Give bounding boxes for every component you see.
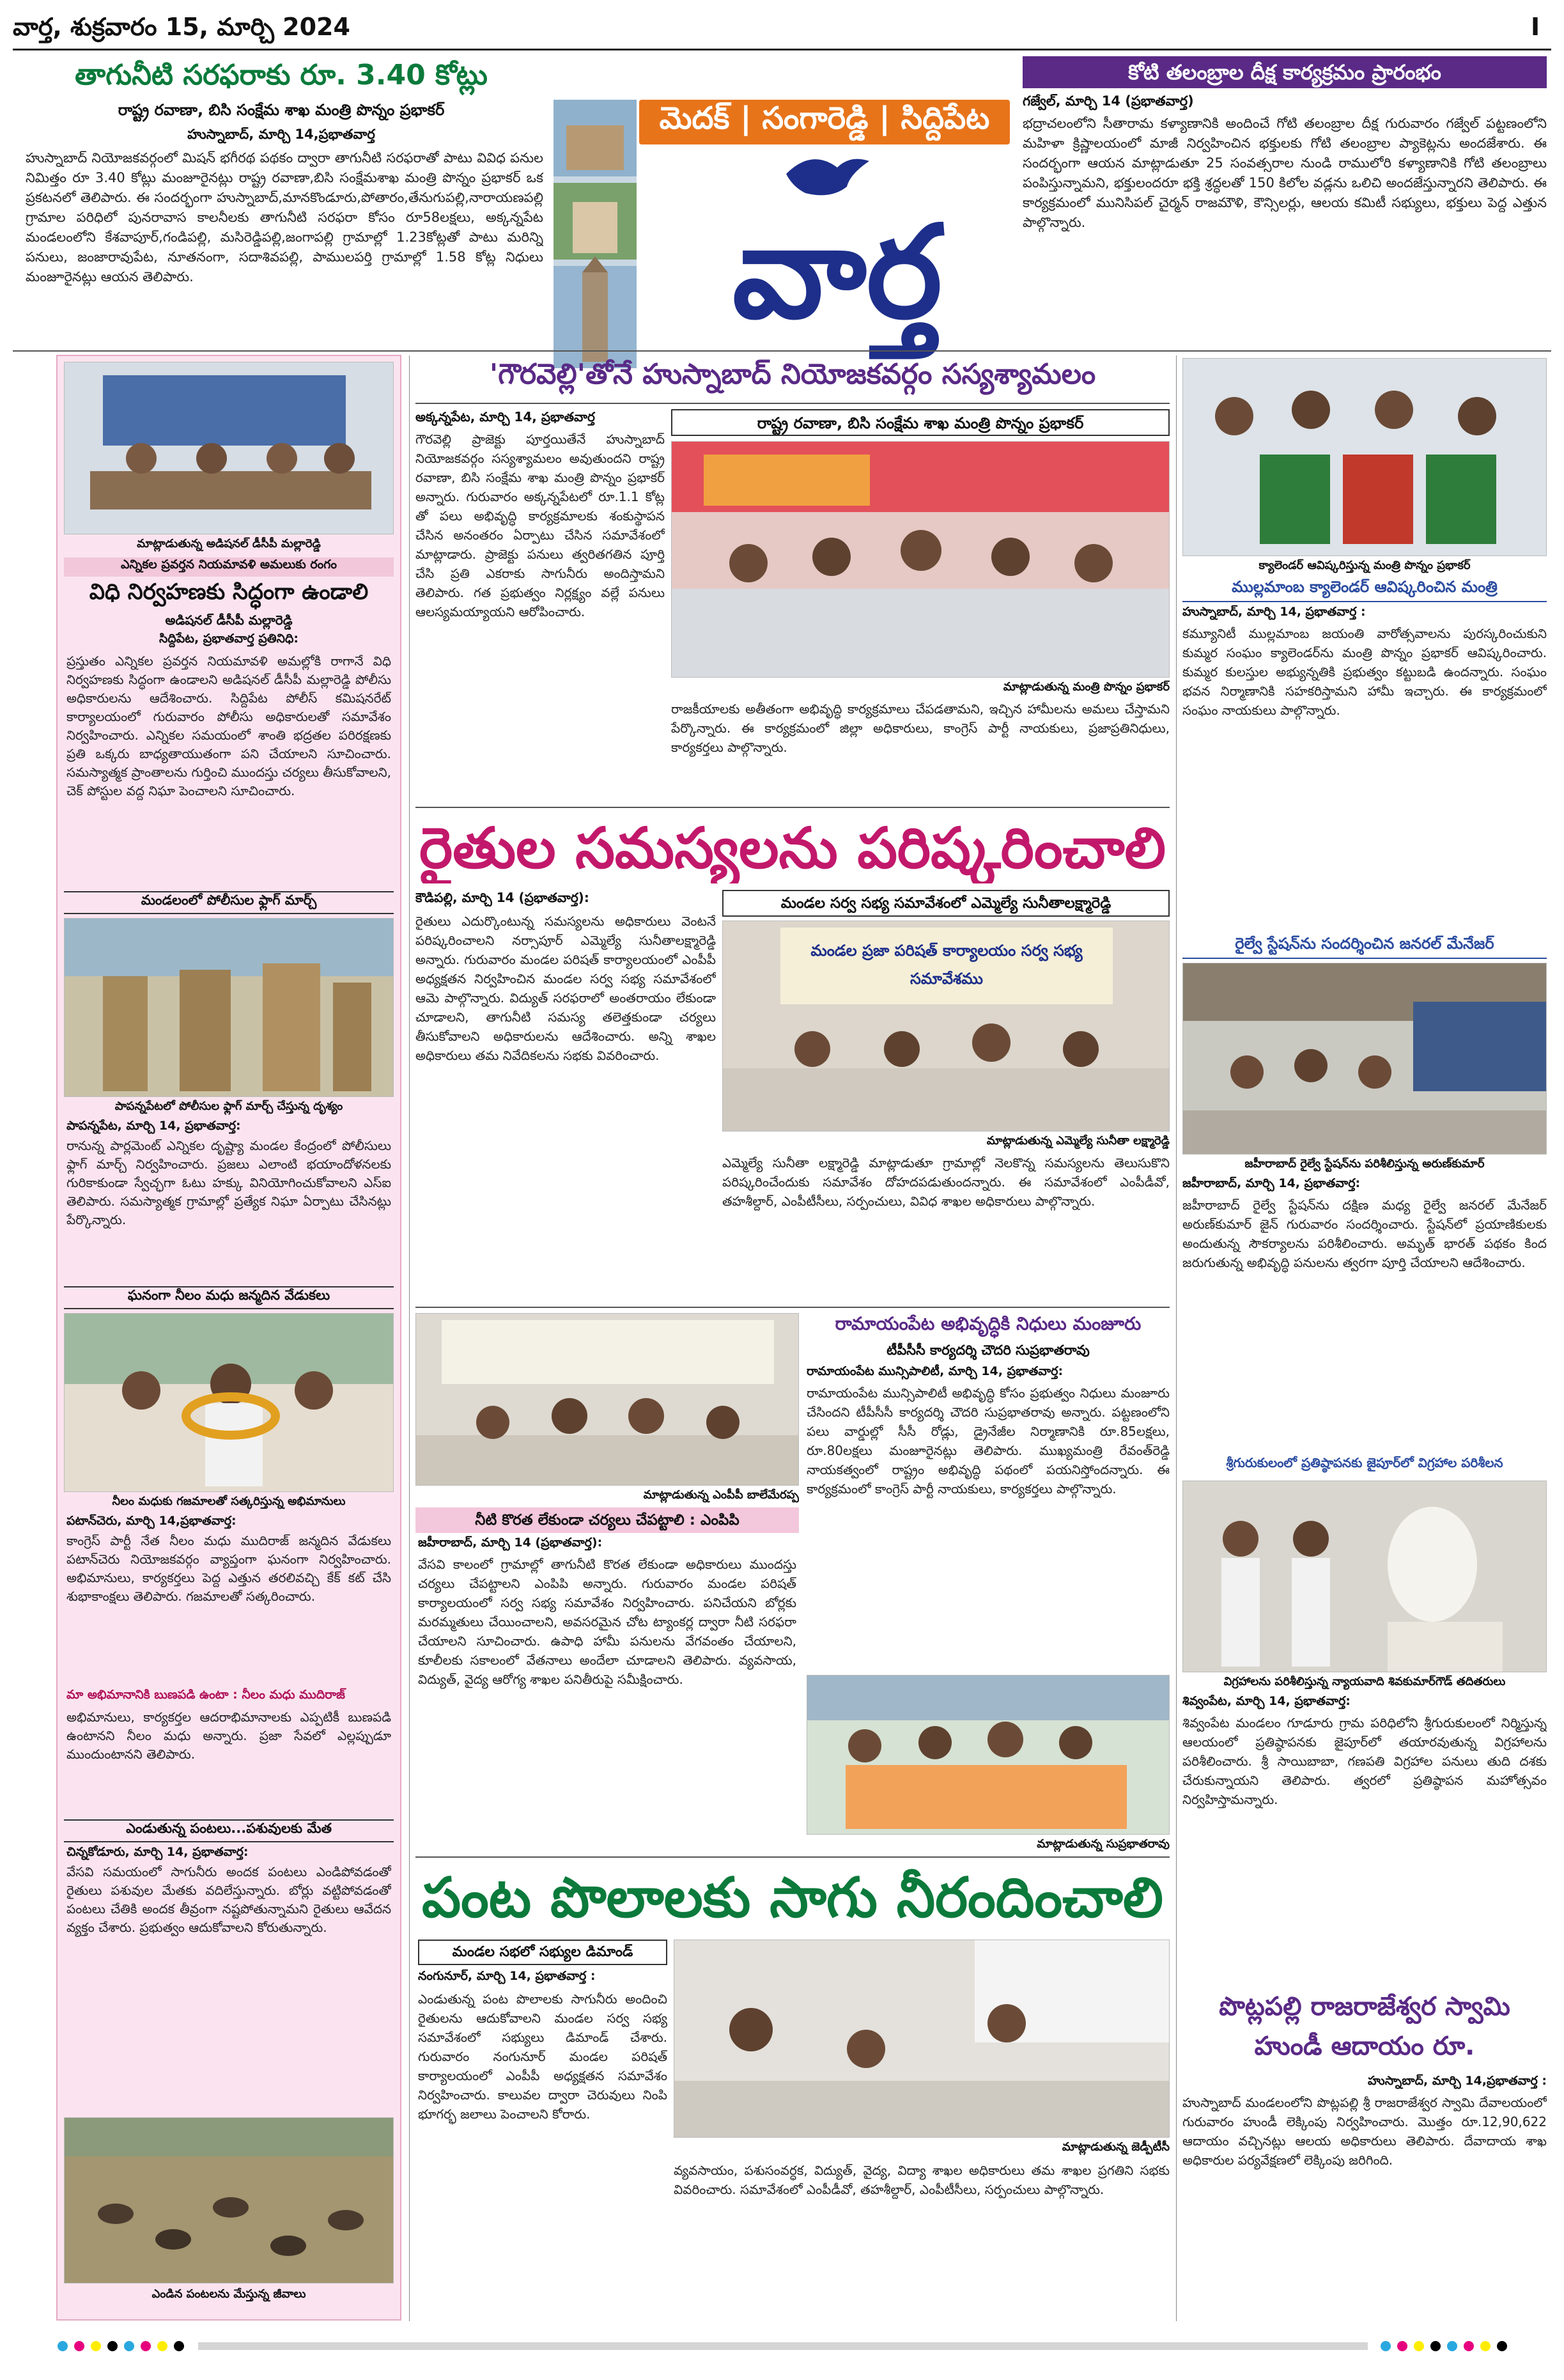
magenta-dot-icon	[1397, 2341, 1407, 2351]
lead-body: గౌరవెల్లి ప్రాజెక్టు పూర్తయితేనే హుస్నాబాద్ నియోజకవర్గం సస్యశ్యామలం అవుతుందని రాష్ట్ర రవాణా, బిసి సంక్షేమ శాఖ మంత్రి పొన్నం ప్రభాకర్ అన్నారు. గురువారం అక్కన్నపేటలో రూ.1.1 కోట్ల తో పలు అభివృద్ధి కార్యక్రమాలకు శంకుస్థాపన చేసిన అనంతరం ఏర్పాటు చేసిన సమావేశంలో మాట్లాడారు. ప్రాజెక్టు పనులు త్వరితగతిన పూర్తి చేసి ప్రతి ఎకరాకు సాగునీరు అందిస్తామని తెలిపారు. గత ప్రభుత్వం నిర్లక్ష్యం వల్లే పనులు ఆలస్యమయ్యాయని ఆరోపించారు.	[415, 432, 665, 619]
temple-photo-icon	[554, 100, 637, 368]
farmers-dateline: కౌడిపల్లి, మార్చి 14 (ప్రభాతవార్త):	[415, 890, 589, 905]
left-dateline3: పటాన్‌చెరు, మార్చి 14,ప్రభాతవార్త:	[66, 1514, 236, 1528]
registration-bar	[13, 2333, 1551, 2359]
right-head2: రైల్వే స్టేషన్‌ను సందర్శించిన జనరల్ మేనేజర్	[1182, 935, 1547, 959]
left-photo4-caption: ఎండిన పంటలను మేస్తున్న జీవాలు	[151, 2287, 306, 2301]
magenta-dot-icon	[1464, 2341, 1474, 2351]
left-photo2-caption: పాపన్నపేటలో పోలీసుల ఫ్లాగ్ మార్చ్ చేస్తున్న దృశ్యం	[114, 1100, 343, 1113]
yellow-dot-icon	[157, 2341, 167, 2351]
congress-leaders-photo-icon	[807, 1676, 1170, 1835]
irrigation-body: ఎండుతున్న పంట పొలాలకు సాగునీరు అందించి రైతులను ఆదుకోవాలని మండల సర్వ సభ్య సమావేశంలో సభ్యులు డిమాండ్ చేశారు. గురువారం నంగునూర్ మండల పరిషత్ కార్యాలయంలో ఎంపీపీ అధ్యక్షతన సమావేశం నిర్వహించారు. కాలువల ద్వారా చెరువులు నింపి భూగర్భ జలాలు పెంచాలని కోరారు.	[418, 1991, 667, 2122]
column-separator-right	[1176, 355, 1177, 2321]
lead-rule	[415, 403, 1170, 404]
column-separator-left	[409, 355, 410, 2321]
ramayampet-headline: రామాయంపేట అభివృద్ధికి నిధులు మంజూరు	[835, 1313, 1142, 1334]
top-rule	[13, 49, 1551, 51]
right-photo2-caption: జహీరాబాద్ రైల్వే స్టేషన్‌ను పరిశీలిస్తున్న అరుణ్‌కుమార్	[1244, 1157, 1485, 1171]
sheep-field-photo-icon	[65, 2118, 394, 2283]
right-body3: శివ్వంపేట మండలం గూడూరు గ్రామ పరిధిలోని శ్రీగురుకులంలో నిర్మిస్తున్న ఆలయంలో ప్రతిష్ఠాపనకు జైపూర్‌లో తయారవుతున్న విగ్రహాలను పరిశీలించారు. శ్రీ సాయిబాబా, గణపతి విగ్రహాల పనులు తుది దశకు చేరుకున్నాయని తెలిపారు. త్వరలో ప్రతిష్ఠాపన మహోత్సవం నిర్వహిస్తామన్నారు.	[1182, 1715, 1547, 1807]
lead-dateline: అక్కన్నపేట, మార్చి 14, ప్రభాతవార్త	[415, 409, 595, 424]
irrigation-dateline: నంగునూర్, మార్చి 14, ప్రభాతవార్త :	[418, 1969, 596, 1983]
story-water-subhead: రాష్ట్ర రవాణా, బిసి సంక్షేమ శాఖ మంత్రి పొన్నం ప్రభాకర్	[118, 101, 445, 119]
left-body5: వేసవి సమయంలో సాగునీరు అందక పంటలు ఎండిపోవడంతో రైతులు పశువుల మేతకు వదిలేస్తున్నారు. బోర్లు వట్టిపోవడంతో పంటలు చేతికి అందక తీవ్రంగా నష్టపోతున్నామని రైతులు ఆవేదన వ్యక్తం చేశారు. ప్రభుత్వం ఆదుకోవాలని కోరుతున్నారు.	[66, 1864, 391, 1935]
lead-photo-caption: మాట్లాడుతున్న మంత్రి పొన్నం ప్రభాకర్	[1003, 680, 1170, 694]
left-kicker: ఎన్నికల ప్రవర్తన నియమావళి అమలుకు రంగం	[64, 557, 394, 577]
farmers-body: రైతులు ఎదుర్కొంటున్న సమస్యలను అధికారులు వెంటనే పరిష్కరించాలని నర్సాపూర్ ఎమ్మెల్యే సునీతాలక్ష్మారెడ్డి అన్నారు. గురువారం మండల పరిషత్ కార్యాలయంలో ఎంపీపీ అధ్యక్షతన నిర్వహించిన మండల సర్వ సభ్య సమావేశంలో ఆమె పాల్గొన్నారు. విద్యుత్ సరఫరాలో అంతరాయం లేకుండా చూడాలని, తాగునీటి సమస్య తలెత్తకుండా చర్యలు తీసుకోవాలని అధికారులను ఆదేశించారు. అన్ని శాఖల అధికారులు తమ నివేదికలను సభకు వివరించారు.	[415, 914, 716, 1063]
right-dateline3: శివ్వంపేట, మార్చి 14, ప్రభాతవార్త:	[1182, 1694, 1351, 1708]
right-photo-idols	[1182, 1481, 1547, 1672]
ramayampet-subhead: టీపీసీసీ కార్యదర్శి చౌదరి సుప్రభాతరావు	[887, 1342, 1090, 1358]
mpp-dateline: జహీరాబాద్, మార్చి 14 (ప్రభాతవార్త):	[418, 1536, 603, 1550]
mandal-sabha-photo-icon	[674, 1940, 1170, 2138]
right-photo1-caption: క్యాలెండర్ ఆవిష్కరిస్తున్న మంత్రి పొన్నం ప్రభాకర్	[1258, 559, 1471, 572]
black-dot-icon	[1430, 2341, 1441, 2351]
right-head1: ముల్లమాంబ క్యాలెండర్ ఆవిష్కరించిన మంత్రి	[1182, 578, 1547, 602]
left-photo1-caption: మాట్లాడుతున్న అడిషనల్ డీసీపీ మల్లారెడ్డి	[137, 537, 321, 550]
story-koti-headline: కోటి తలంబ్రాల దీక్ష కార్యక్రమం ప్రారంభం	[1023, 56, 1547, 88]
farmers-subhead: మండల సర్వ సభ్య సమావేశంలో ఎమ్మెల్యే సునీతాలక్ష్మారెడ్డి	[722, 890, 1170, 917]
railway-station-photo-icon	[1183, 963, 1547, 1155]
magenta-dot-icon	[141, 2341, 151, 2351]
farmers-photo-sign: మండల ప్రజా పరిషత్ కార్యాలయం సర్వ సభ్య సమావేశము	[810, 942, 1083, 988]
mpp-headline: నీటి కొరత లేకుండా చర్యలు చేపట్టాలి : ఎంపిపి	[415, 1507, 799, 1533]
left-photo-meeting	[64, 362, 394, 534]
right-photo-calendar	[1182, 358, 1547, 556]
left-photo-sheep	[64, 2117, 394, 2283]
left-body3: కాంగ్రెస్ పార్టీ నేత నీలం మధు ముదిరాజ్ జన్మదిన వేడుకలు పటాన్‌చెరు నియోజకవర్గం వ్యాప్తంగా ఘనంగా నిర్వహించారు. అభిమానులు, కార్యకర్తలు పెద్ద ఎత్తున తరలివచ్చి కేక్ కట్ చేసి శుభాకాంక్షలు తెలిపారు. గజమాలతో సత్కరించారు.	[66, 1533, 391, 1604]
farmers-body-b: ఎమ్మెల్యే సునీతా లక్ష్మారెడ్డి మాట్లాడుతూ గ్రామాల్లో నెలకొన్న సమస్యలను తెలుసుకొని పరిష్కరించేందుకు సమావేశం దోహదపడుతుందన్నారు. ఈ సమావేశంలో ఎంపీడీవో, తహశీల్దార్, ఎంపీటీసీలు, సర్పంచులు, వివిధ శాఖల అధికారులు పాల్గొన్నారు.	[722, 1155, 1170, 1209]
irrigation-headline: పంట పొలాలకు సాగు నీరందించాలి	[422, 1866, 1163, 1930]
farmers-photo-caption: మాట్లాడుతున్న ఎమ్మెల్యే సునీతా లక్ష్మారెడ్డి	[986, 1134, 1170, 1147]
lead-headline: 'గౌరవెల్లి'తోనే హుస్నాబాద్ నియోజకవర్గం సస్యశ్యామలం	[489, 358, 1096, 391]
left-photo-birthday	[64, 1313, 394, 1492]
right-body4: హుస్నాబాద్ మండలంలోని పొట్లపల్లి శ్రీ రాజరాజేశ్వర స్వామి దేవాలయంలో గురువారం హుండీ లెక్కింపు నిర్వహించారు. మొత్తం రూ.12,90,622 ఆదాయం వచ్చినట్లు ఆలయ అధికారులు తెలిపారు. దేవాదాయ శాఖ అధికారుల పర్యవేక్షణలో లెక్కింపు జరిగింది.	[1182, 2095, 1547, 2168]
cyan-dot-icon	[1447, 2341, 1457, 2351]
grey-strip	[198, 2342, 1368, 2350]
left-body: ప్రస్తుతం ఎన్నికల ప్రవర్తన నియమావళి అమల్లోకి రాగానే విధి నిర్వహణకు సిద్ధంగా ఉండాలని అడిషనల్ డీసీపీ మల్లారెడ్డి పోలీసు అధికారులను ఆదేశించారు. సిద్దిపేట పోలీస్ కమిషనరేట్ కార్యాలయంలో గురువారం పోలీసు అధికారులతో సమావేశం నిర్వహించారు. ఎన్నికల సమయంలో శాంతి భద్రతల పరిరక్షణకు ప్రతి ఒక్కరు బాధ్యతాయుతంగా పని చేయాలని సూచించారు. సమస్యాత్మక ప్రాంతాలను గుర్తించి ముందస్తు చర్యలు తీసుకోవాలని, చెక్ పోస్టుల వద్ద నిఘా పెంచాలని సూచించారు.	[66, 653, 391, 798]
story-water-dateline: హుస్నాబాద్, మార్చి 14,ప్రభాతవార్త	[187, 127, 375, 142]
mpp-body: వేసవి కాలంలో గ్రామాల్లో తాగునీటి కొరత లేకుండా అధికారులు ముందస్తు చర్యలు చేపట్టాలని ఎంపిపి అన్నారు. గురువారం మండల పరిషత్ కార్యాలయంలో సర్వ సభ్య సమావేశం నిర్వహించారు. పనిచేయని బోర్లకు మరమ్మతులు చేయించాలని, అవసరమైన చోట ట్యాంకర్ల ద్వారా నీటి సరఫరా చేయాలని సూచించారు. ఉపాధి హామీ పనులను వేగవంతం చేయాలని, కూలీలకు సకాలంలో వేతనాలు అందేలా చూడాలని తెలిపారు. వ్యవసాయ, విద్యుత్, వైద్య ఆరోగ్య శాఖల పనితీరుపై సమీక్షించారు.	[418, 1557, 796, 1687]
ramayampet-body: రామాయంపేట మున్సిపాలిటీ అభివృద్ధి కోసం ప్రభుత్వం నిధులు మంజూరు చేసిందని టీపీసీసీ కార్యదర్శి చౌదరి సుప్రభాతరావు అన్నారు. పట్టణంలోని పలు వార్డుల్లో సీసీ రోడ్లు, డ్రైనేజీల నిర్మాణానికి రూ.85లక్షలు, రూ.80లక్షలు మంజూరైనట్లు తెలిపారు. ముఖ్యమంత్రి రేవంత్‌రెడ్డి నాయకత్వంలో రాష్ట్రం అభివృద్ధి పథంలో పయనిస్తోందన్నారు. ఈ కార్యక్రమంలో కాంగ్రెస్ పార్టీ నాయకులు, కార్యకర్తలు పాల్గొన్నారు.	[807, 1385, 1170, 1497]
left-dateline5: చిన్నకోడూరు, మార్చి 14, ప్రభాతవార్త:	[66, 1845, 249, 1859]
left-subhead: అడిషనల్ డీసీపీ మల్లారెడ్డి	[165, 612, 293, 628]
left-subhead-flagmarch: మండలంలో పోలీసుల ఫ్లాగ్ మార్చ్	[64, 891, 394, 914]
irrigation-photo	[674, 1940, 1170, 2138]
farmers-photo	[722, 921, 1170, 1132]
right-dateline1: హుస్నాబాద్, మార్చి 14, ప్రభాతవార్త :	[1182, 605, 1366, 619]
irrigation-body-b: వ్యవసాయం, పశుసంవర్ధక, విద్యుత్, వైద్య, విద్యా శాఖల అధికారులు తమ శాఖల ప్రగతిని సభకు వివరించారు. సమావేశంలో ఎంపీడీవో, తహశీల్దార్, ఎంపీటీసీలు, సర్పంచులు పాల్గొన్నారు.	[674, 2163, 1170, 2197]
masthead-temple-photos	[554, 100, 637, 368]
mid-rule	[415, 1307, 1170, 1308]
black-dot-icon	[107, 2341, 118, 2351]
district-banner	[639, 100, 1010, 144]
bottom-rule	[415, 1856, 1170, 1858]
yellow-dot-icon	[1414, 2341, 1424, 2351]
story-water-body: హుస్నాబాద్ నియోజకవర్గంలో మిషన్ భగీరథ పథకం ద్వారా తాగునీటి సరఫరాతో పాటు వివిధ పనుల నిమిత్తం రూ 3.40 కోట్లు మంజూరైనట్లు రాష్ట్ర రవాణా,బిసి సంక్షేమశాఖ మంత్రి పొన్నం ప్రభాకర్ ఒక ప్రకటనలో తెలిపారు. ఈ సందర్భంగా హుస్నాబాద్,మానకొండూరు,పోతారం,తేనుగుపల్లి,నారాయణపల్లి గ్రామాల పరిధిలో పునరావాస కాలనీలకు తాగునీటి సరఫరా కోసం రూ58లక్షలు, అక్కన్నపేట మండలంలోని కేశవాపూర్,గండిపల్లి, మసిరెడ్డిపల్లి,జంగాపల్లి గ్రామాల్లో 1.23కోట్లతో పాటు మరిన్ని పనులు, జంజారావుపేట, నూతనంగా, సదాశివపల్లి, పాములపర్తి గ్రామాల్లో 1.58 కోట్ల నిధులు మంజూరైనట్లు ఆయన తెలిపారు.	[26, 150, 543, 284]
masthead-divider	[13, 350, 1551, 352]
left-body2: రానున్న పార్లమెంట్ ఎన్నికల దృష్ట్యా మండల కేంద్రంలో పోలీసులు ఫ్లాగ్ మార్చ్ నిర్వహించారు. ప్రజలు ఎలాంటి భయాందోళనలకు గురికాకుండా స్వేచ్ఛగా ఓటు హక్కు వినియోగించుకోవాలని ఎస్ఐ తెలిపారు. సమస్యాత్మక గ్రామాల్లో ప్రత్యేక నిఘా ఏర్పాటు చేసినట్లు పేర్కొన్నారు.	[66, 1138, 391, 1227]
ramayampet-dateline: రామాయంపేట మున్సిపాలిటీ, మార్చి 14, ప్రభాతవార్త:	[807, 1364, 1064, 1378]
lead-photo-banner: రాష్ట్ర రవాణా, బిసి సంక్షేమ శాఖ మంత్రి పొన్నం ప్రభాకర్	[671, 409, 1170, 436]
mpp-photo	[415, 1313, 799, 1486]
lead-body-b: రాజకీయాలకు అతీతంగా అభివృద్ధి కార్యక్రమాలు చేపడతామని, ఇచ్చిన హామీలను అమలు చేస్తామని పేర్కొన్నారు. ఈ కార్యక్రమంలో జిల్లా అధికారులు, కాంగ్రెస్ పార్టీ నాయకులు, ప్రజాప్రతినిధులు, కార్యకర్తలు పాల్గొన్నారు.	[671, 701, 1170, 755]
idols-photo-icon	[1183, 1481, 1547, 1672]
left-body4: అభిమానులు, కార్యకర్తల ఆదరాభిమానాలకు ఎప్పటికీ బుణపడి ఉంటానని నీలం మధు అన్నారు. ప్రజా సేవలో ఎల్లప్పుడూ ముందుంటానని తెలిపారు.	[66, 1709, 391, 1762]
story-koti-body: భద్రాచలంలోని సీతారామ కళ్యాణానికి అందించే గోటి తలంబ్రాల దీక్ష గురువారం గజ్వేల్ పట్టణంలోని మహిళా క్రిష్ణాలయంలో మాజీ నిర్వహించిన భక్తులకు గోటి తలంబ్రాల ప్యాకెట్లను అందజేశారు. ఈ సందర్భంగా ఆయన మాట్లాడుతూ 25 సంవత్సరాల నుండి రాములోరి కళ్యాణానికి గోటి తలంబ్రాలు పంపిస్తున్నామని, భక్తులందరూ భక్తి శ్రద్ధలతో 150 కిలోల వడ్లను ఒలిచి అందజేస్తున్నారని తెలిపారు. ఈ కార్యక్రమంలో మునిసిపల్ చైర్మన్ రాజమౌళి, కౌన్సిలర్లు, ఆలయ కమిటీ సభ్యులు, భక్తులు పెద్ద ఎత్తున పాల్గొన్నారు.	[1023, 116, 1547, 230]
black-dot-icon	[1497, 2341, 1507, 2351]
cyan-dot-icon	[58, 2341, 68, 2351]
logo-wordmark: వార్త	[732, 198, 943, 347]
right-dateline4: హుస్నాబాద్, మార్చి 14,ప్రభాతవార్త :	[1368, 2074, 1547, 2088]
mpp-photo-caption: మాట్లాడుతున్న ఎంపీపీ బాలేమేరప్ప	[643, 1488, 799, 1502]
garland-photo-icon	[65, 1314, 394, 1492]
farmers-headline: రైతుల సమస్యలను పరిష్కరించాలి	[419, 815, 1166, 881]
magenta-dot-icon	[74, 2341, 84, 2351]
right-photo3-caption: విగ్రహాలను పరిశీలిస్తున్న న్యాయవాది శివకుమార్‌గౌడ్ తదితరులు	[1223, 1675, 1506, 1688]
right-head3: శ్రీగురుకులంలో ప్రతిష్ఠాపనకు జైపూర్‌లో విగ్రహాల పరిశీలన	[1226, 1455, 1503, 1470]
meeting-photo-icon	[65, 362, 394, 534]
page-marker: I	[1531, 13, 1540, 41]
right-head4: పొట్లపల్లి రాజరాజేశ్వర స్వామి హుండీ ఆదాయం రూ.	[1219, 1992, 1510, 2061]
left-subhead-birthday: ఘనంగా నీలం మధు జన్మదిన వేడుకలు	[64, 1286, 394, 1309]
black-dot-icon	[174, 2341, 184, 2351]
page-folio: వార్త, శుక్రవారం 15, మార్చి 2024	[13, 13, 350, 41]
calendar-launch-photo-icon	[1183, 359, 1547, 556]
masthead-logo	[677, 148, 997, 359]
left-dateline: సిద్దిపేట, ప్రభాతవార్త ప్రతినిధి:	[159, 632, 298, 646]
right-body2: జహీరాబాద్ రైల్వే స్టేషన్‌ను దక్షిణ మధ్య రైల్వే జనరల్ మేనేజర్ అరుణ్‌కుమార్ జైన్ గురువారం సందర్శించారు. స్టేషన్‌లో ప్రయాణికులకు అందుతున్న సౌకర్యాలను పరిశీలించారు. అమృత్ భారత్ పథకం కింద జరుగుతున్న అభివృద్ధి పనులను త్వరగా పూర్తి చేయాలని ఆదేశించారు.	[1182, 1197, 1547, 1270]
story-koti-dateline: గజ్వేల్, మార్చి 14 (ప్రభాతవార్త)	[1023, 93, 1194, 109]
ramayampet-photo	[807, 1675, 1170, 1835]
right-photo-railway	[1182, 963, 1547, 1155]
cyan-dot-icon	[124, 2341, 134, 2351]
cyan-dot-icon	[1381, 2341, 1391, 2351]
mpp-meeting-photo-icon	[416, 1314, 799, 1486]
right-body1: కమ్యూనిటీ ముల్లమాంబ జయంతి వారోత్సవాలను పురస్కరించుకుని కుమ్మర సంఘం క్యాలెండర్‌ను మంత్రి పొన్నం ప్రభాకర్ ఆవిష్కరించారు. కుమ్మర కులస్తుల అభ్యున్నతికి ప్రభుత్వం కట్టుబడి ఉందన్నారు. సంఘం భవన నిర్మాణానికి సహకరిస్తామని హామీ ఇచ్చారు. ఈ కార్యక్రమంలో సంఘం నాయకులు పాల్గొన్నారు.	[1182, 626, 1547, 718]
ramayampet-photo-caption: మాట్లాడుతున్న సుప్రభాతరావు	[1037, 1837, 1170, 1851]
yellow-dot-icon	[1480, 2341, 1490, 2351]
police-march-photo-icon	[65, 919, 394, 1097]
district-banner-text: మెదక్ | సంగారెడ్డి | సిద్దిపేట	[659, 100, 990, 136]
irrigation-subhead: మండల సభలో సభ్యుల డిమాండ్	[418, 1940, 667, 1965]
left-subhead-crops: ఎండుతున్న పంటలు...పశువులకు మేత	[64, 1819, 394, 1842]
left-dateline2: పాపన్నపేట, మార్చి 14, ప్రభాతవార్త:	[66, 1119, 241, 1133]
lead-photo	[671, 441, 1170, 678]
left-photo3-caption: నీలం మధుకు గజమాలతో సత్కరిస్తున్న అభిమానులు	[112, 1495, 346, 1508]
left-photo-flagmarch	[64, 918, 394, 1097]
yellow-dot-icon	[91, 2341, 101, 2351]
left-subhead-gratitude: మా అభిమానానికి బుణపడి ఉంటా : నీలం మధు ముదిరాజ్	[66, 1688, 345, 1702]
left-headline: విధి నిర్వహణకు సిద్ధంగా ఉండాలి	[89, 579, 369, 605]
minister-meeting-photo-icon	[672, 442, 1170, 678]
story-water-headline: తాగునీటి సరఫరాకు రూ. 3.40 కోట్లు	[75, 59, 488, 91]
farmers-rule	[415, 807, 1170, 808]
irrigation-photo-caption: మాట్లాడుతున్న జెడ్పీటీసీ	[1062, 2140, 1170, 2154]
right-dateline2: జహీరాబాద్, మార్చి 14, ప్రభాతవార్త:	[1182, 1176, 1361, 1190]
